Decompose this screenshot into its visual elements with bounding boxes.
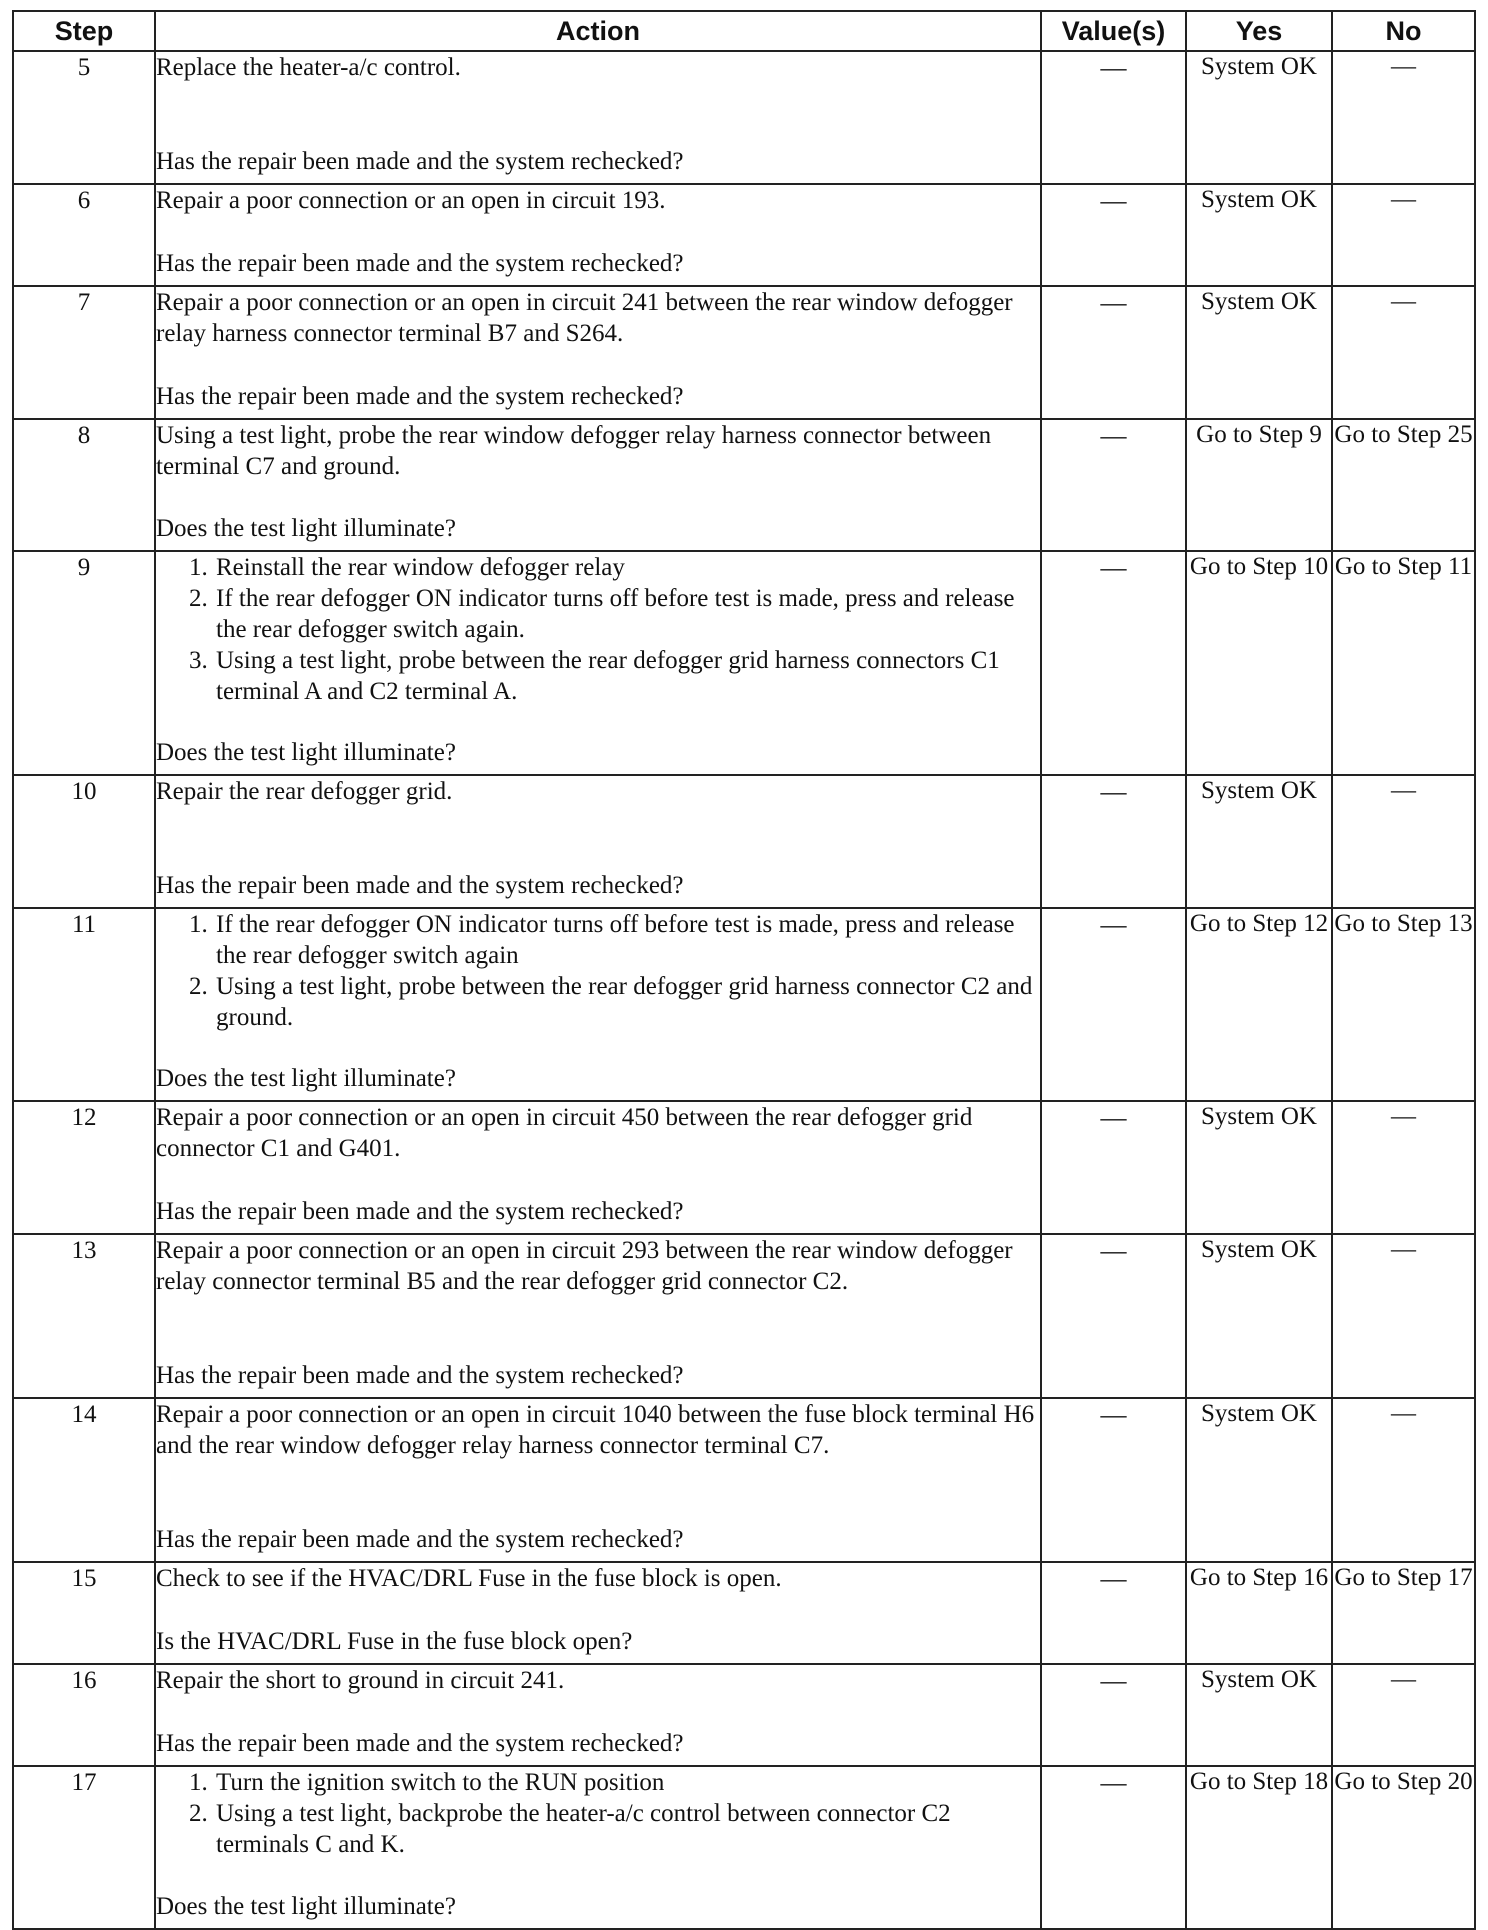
action-step-item: 1. Reinstall the rear window defogger relay [214, 552, 1040, 583]
action-text: Using a test light, probe the rear window defogger relay harness connector between terminal C7 and ground. [156, 422, 992, 480]
table-row [13, 1398, 1475, 1562]
table-row [13, 551, 1475, 775]
action-instructions [156, 287, 1040, 349]
action-instructions [156, 52, 1040, 83]
diagnostic-table [12, 10, 1476, 1930]
value-cell: — [1041, 286, 1186, 419]
value-cell: — [1041, 775, 1186, 908]
step-number: 15 [13, 1562, 155, 1664]
action-text: Repair a poor connection or an open in circuit 450 between the rear defogger grid connector C1 and G401. [156, 1104, 973, 1162]
action-text: Repair a poor connection or an open in circuit 193. [156, 187, 666, 214]
value-cell: — [1041, 1234, 1186, 1398]
step-number: 8 [13, 419, 155, 551]
action-step-item: 2. Using a test light, probe between the rear defogger grid harness connector C2 and ground. [214, 971, 1040, 1033]
action-text: Replace the heater-a/c control. [156, 54, 461, 81]
value-cell: — [1041, 1766, 1186, 1929]
action-question: Has the repair been made and the system rechecked? [156, 1362, 684, 1389]
header-yes: Yes [1186, 11, 1332, 51]
action-cell [155, 775, 1041, 908]
action-instructions [156, 1665, 1040, 1696]
action-question: Has the repair been made and the system rechecked? [156, 148, 684, 175]
action-step-item: 3. Using a test light, probe between the rear defogger grid harness connectors C1 terminal A and C2 terminal A. [214, 645, 1040, 707]
action-instructions [156, 185, 1040, 216]
step-number: 10 [13, 775, 155, 908]
no-result: — [1332, 775, 1475, 908]
action-step-item: 2. If the rear defogger ON indicator turns off before test is made, press and release the rear defogger switch again. [214, 583, 1040, 645]
action-question: Has the repair been made and the system rechecked? [156, 872, 684, 899]
action-cell [155, 1234, 1041, 1398]
action-text: Repair a poor connection or an open in circuit 1040 between the fuse block terminal H6 and the rear window defogger relay harness connector terminal C7. [156, 1401, 1035, 1459]
value-cell: — [1041, 1664, 1186, 1766]
action-question: Is the HVAC/DRL Fuse in the fuse block open? [156, 1628, 633, 1655]
action-question: Does the test light illuminate? [156, 739, 456, 766]
action-cell [155, 551, 1041, 775]
action-instructions [156, 1102, 1040, 1164]
step-number: 14 [13, 1398, 155, 1562]
action-step-item: 2. Using a test light, backprobe the heater-a/c control between connector C2 terminals C and K. [214, 1798, 1040, 1860]
no-result: — [1332, 51, 1475, 184]
no-result: — [1332, 1234, 1475, 1398]
value-cell: — [1041, 51, 1186, 184]
action-question: Has the repair been made and the system rechecked? [156, 1526, 684, 1553]
table-header-row [13, 11, 1475, 51]
no-result: — [1332, 1101, 1475, 1234]
action-step-item: 1. Turn the ignition switch to the RUN position [214, 1767, 1040, 1798]
header-action: Action [155, 11, 1041, 51]
yes-result: System OK [1186, 184, 1332, 286]
action-cell [155, 51, 1041, 184]
diagnostic-table-page [12, 10, 1474, 1930]
step-number: 17 [13, 1766, 155, 1929]
table-row [13, 51, 1475, 184]
action-cell [155, 908, 1041, 1101]
header-values: Value(s) [1041, 11, 1186, 51]
table-row [13, 286, 1475, 419]
header-step: Step [13, 11, 155, 51]
action-steps-list [156, 909, 1040, 1033]
step-number: 9 [13, 551, 155, 775]
action-cell [155, 1766, 1041, 1929]
action-cell [155, 1562, 1041, 1664]
yes-result: System OK [1186, 1398, 1332, 1562]
step-number: 7 [13, 286, 155, 419]
value-cell: — [1041, 184, 1186, 286]
yes-result: System OK [1186, 775, 1332, 908]
no-result: — [1332, 286, 1475, 419]
table-row [13, 1562, 1475, 1664]
action-question: Does the test light illuminate? [156, 1065, 456, 1092]
action-instructions [156, 909, 1040, 1033]
no-result: Go to Step 17 [1332, 1562, 1475, 1664]
step-number: 16 [13, 1664, 155, 1766]
header-no: No [1332, 11, 1475, 51]
no-result: Go to Step 11 [1332, 551, 1475, 775]
action-question: Has the repair been made and the system rechecked? [156, 250, 684, 277]
action-text: Check to see if the HVAC/DRL Fuse in the fuse block is open. [156, 1565, 782, 1592]
action-question: Has the repair been made and the system rechecked? [156, 383, 684, 410]
action-question: Does the test light illuminate? [156, 515, 456, 542]
table-row [13, 775, 1475, 908]
action-instructions [156, 420, 1040, 482]
action-cell [155, 1101, 1041, 1234]
yes-result: System OK [1186, 51, 1332, 184]
action-instructions [156, 776, 1040, 807]
yes-result: System OK [1186, 1101, 1332, 1234]
step-number: 13 [13, 1234, 155, 1398]
action-instructions [156, 1235, 1040, 1297]
table-row [13, 908, 1475, 1101]
table-row [13, 419, 1475, 551]
no-result: — [1332, 184, 1475, 286]
action-cell [155, 1664, 1041, 1766]
yes-result: System OK [1186, 286, 1332, 419]
no-result: Go to Step 25 [1332, 419, 1475, 551]
no-result: Go to Step 20 [1332, 1766, 1475, 1929]
step-number: 5 [13, 51, 155, 184]
yes-result: Go to Step 9 [1186, 419, 1332, 551]
action-question: Has the repair been made and the system rechecked? [156, 1730, 684, 1757]
action-steps-list [156, 552, 1040, 707]
step-number: 6 [13, 184, 155, 286]
action-instructions [156, 552, 1040, 707]
yes-result: System OK [1186, 1664, 1332, 1766]
action-steps-list [156, 1767, 1040, 1860]
no-result: — [1332, 1398, 1475, 1562]
action-instructions [156, 1767, 1040, 1860]
action-cell [155, 286, 1041, 419]
value-cell: — [1041, 1398, 1186, 1562]
action-instructions [156, 1563, 1040, 1594]
action-question: Has the repair been made and the system rechecked? [156, 1198, 684, 1225]
action-cell [155, 419, 1041, 551]
action-text: Repair a poor connection or an open in circuit 293 between the rear window defogger relay connector terminal B5 and the rear defogger grid connector C2. [156, 1237, 1013, 1295]
value-cell: — [1041, 419, 1186, 551]
table-row [13, 1101, 1475, 1234]
value-cell: — [1041, 551, 1186, 775]
action-text: Repair the short to ground in circuit 241. [156, 1667, 565, 1694]
table-row [13, 1664, 1475, 1766]
value-cell: — [1041, 1562, 1186, 1664]
value-cell: — [1041, 1101, 1186, 1234]
action-question: Does the test light illuminate? [156, 1893, 456, 1920]
value-cell: — [1041, 908, 1186, 1101]
yes-result: Go to Step 16 [1186, 1562, 1332, 1664]
table-row [13, 1234, 1475, 1398]
yes-result: Go to Step 12 [1186, 908, 1332, 1101]
no-result: — [1332, 1664, 1475, 1766]
action-text: Repair a poor connection or an open in circuit 241 between the rear window defogger relay harness connector terminal B7 and S264. [156, 289, 1013, 347]
action-cell [155, 184, 1041, 286]
table-row [13, 184, 1475, 286]
step-number: 12 [13, 1101, 155, 1234]
table-row [13, 1766, 1475, 1929]
action-step-item: 1. If the rear defogger ON indicator turns off before test is made, press and release the rear defogger switch again [214, 909, 1040, 971]
yes-result: Go to Step 18 [1186, 1766, 1332, 1929]
yes-result: Go to Step 10 [1186, 551, 1332, 775]
table-body [13, 51, 1475, 1929]
action-cell [155, 1398, 1041, 1562]
action-instructions [156, 1399, 1040, 1461]
yes-result: System OK [1186, 1234, 1332, 1398]
no-result: Go to Step 13 [1332, 908, 1475, 1101]
step-number: 11 [13, 908, 155, 1101]
action-text: Repair the rear defogger grid. [156, 778, 453, 805]
